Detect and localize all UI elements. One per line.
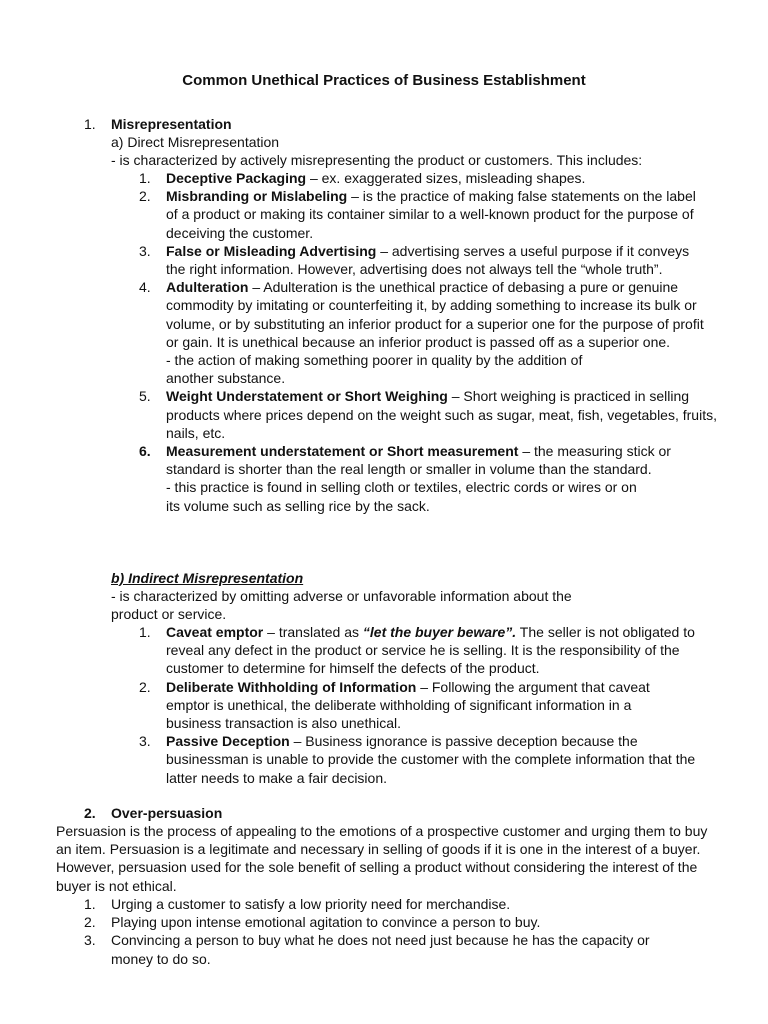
indirect-misrepresentation-intro: - is characterized by omitting adverse or unfavorable information about the product or service. [111, 588, 572, 623]
over-persuasion-paragraph: Persuasion is the process of appealing to the emotions of a prospective customer and urging them to buy an item. Persuasion is a legitimate and necessary in selling of goods if it is one in the interest of a buyer. However, persuasion used for the sole benefit of selling a product without considering the interest of the buyer is not ethical. [56, 823, 708, 894]
short-measurement-note: - this practice is found in selling cloth or textiles, electric cords or wires or on its volume such as selling rice by the sack. [166, 479, 637, 514]
list-item: 6. Measurement understatement or Short measurement – the measuring stick or standard is shorter than the real length or smaller in volume than the standard. - this practice is found in selling cloth or textiles, electric cords or wires or on its volume such as selling rice by the sack. [139, 443, 671, 514]
list-item: 1. Caveat emptor – translated as “let the buyer beware”. The seller is not obligated to reveal any defect in the product or service he is selling. It is the responsibility of the customer to determine for himself the defects of the product. [139, 624, 695, 677]
list-item: 2. Misbranding or Mislabeling – is the practice of making false statements on the label of a product or making its container similar to a well-known product for the purpose of deceiving the customer. [139, 188, 696, 241]
section-1-number: 1. [84, 116, 96, 132]
list-item: 4. Adulteration – Adulteration is the unethical practice of debasing a pure or genuine commodity by imitating or counterfeiting it, by adding something to increase its bulk or volume, or by substituting an inferior product for a superior one for the purpose of profit or gain. It is unethical because an inferior product is passed off as a superior one. - the action of making something poorer in quality by the addition of another substance. [139, 279, 704, 387]
direct-misrepresentation-intro: - is characterized by actively misrepresenting the product or customers. This includes: [111, 152, 643, 168]
indirect-misrepresentation-label: b) Indirect Misrepresentation [111, 570, 304, 586]
list-item: 2. Deliberate Withholding of Information – Following the argument that caveat emptor is unethical, the deliberate withholding of significant information in a business transaction is also unethical. [139, 678, 650, 732]
section-2-number: 2. [84, 805, 96, 821]
indirect-list [139, 623, 719, 787]
list-item: 3. False or Misleading Advertising – advertising serves a useful purpose if it conveys the right information. However, advertising does not always tell the “whole truth”. [139, 242, 690, 278]
list-item: 3. Passive Deception – Business ignorance is passive deception because the businessman is unable to provide the customer with the complete information that the latter needs to make a fair decision. [139, 733, 696, 786]
list-item: 1. Deceptive Packaging – ex. exaggerated sizes, misleading shapes. [139, 170, 586, 186]
list-item: 2. Playing upon intense emotional agitation to convince a person to buy. [84, 914, 541, 931]
section-1-heading: Misrepresentation [111, 116, 232, 132]
list-item: 3. Convincing a person to buy what he does not need just because he has the capacity or money to do so. [84, 932, 650, 967]
list-item: 1. Urging a customer to satisfy a low priority need for merchandise. [84, 896, 511, 912]
section-2-heading: Over-persuasion [111, 805, 223, 821]
list-item: 5. Weight Understatement or Short Weighing – Short weighing is practiced in selling products where prices depend on the weight such as sugar, meat, fish, vegetables, fruits, nails, etc. [139, 388, 717, 441]
direct-list [139, 169, 719, 515]
document-title: Common Unethical Practices of Business Establishment [182, 72, 586, 89]
adulteration-note: - the action of making something poorer in quality by the addition of another substance. [166, 352, 583, 387]
direct-misrepresentation-label: a) Direct Misrepresentation [111, 134, 280, 150]
over-persuasion-list [84, 895, 694, 968]
